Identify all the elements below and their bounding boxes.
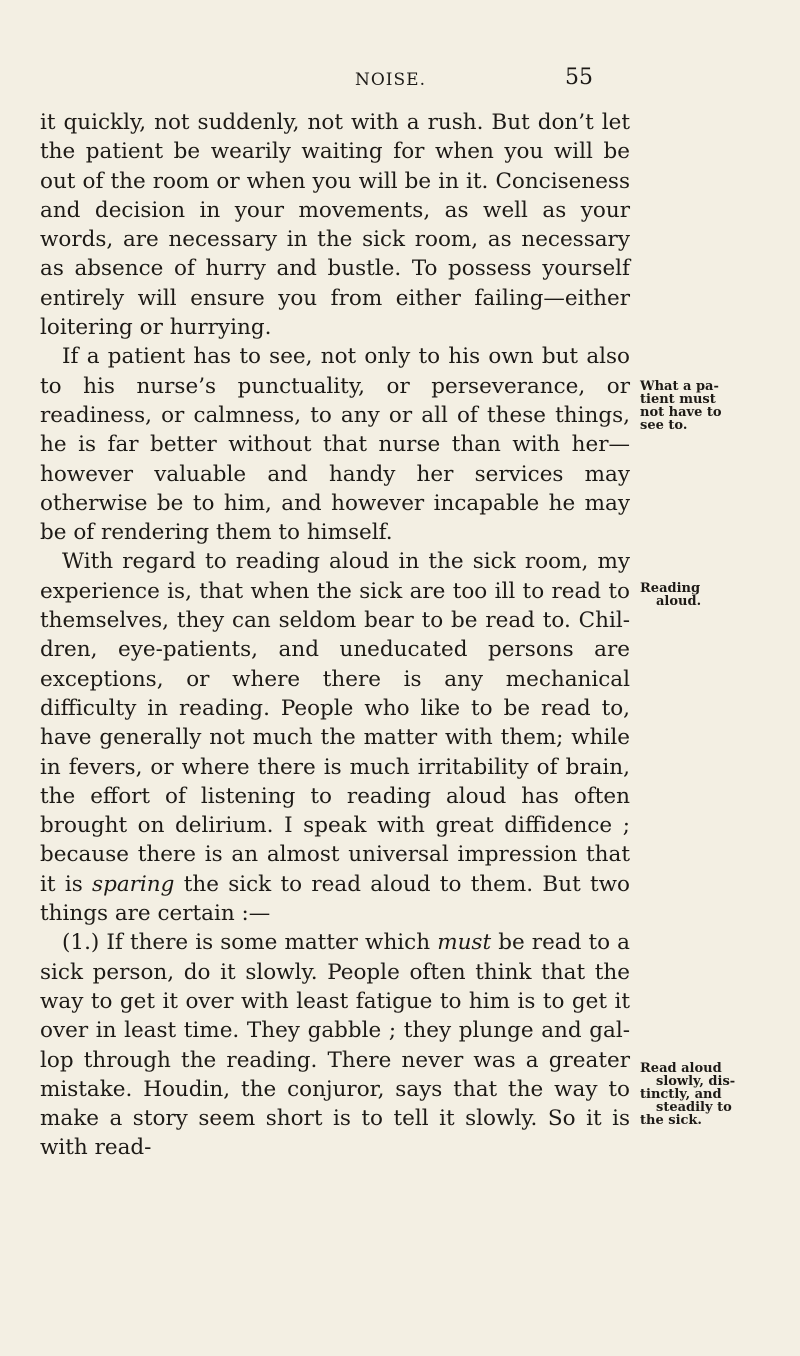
margin-note-line: What a pa- xyxy=(640,379,719,394)
body-text xyxy=(40,108,630,1163)
paragraph-text: be read to a sick person, do it slowly. People often think that the way to get it over with least fatigue to him is to get it over in least time. They gabble ; they plunge and gallop through the reading. There never was a greater mistake. Houdin, the conjuror, says that the way to make a story seem short is to tell it slowly. So it is with read- xyxy=(40,930,630,1161)
emphasis-text: sparing xyxy=(92,871,175,897)
margin-note-line: tient must xyxy=(640,392,716,407)
margin-note-what-patient-must-not-see xyxy=(640,380,758,432)
margin-note-line: slowly, dis- xyxy=(656,1074,736,1089)
emphasis-text: must xyxy=(437,930,492,956)
running-head: NOISE. xyxy=(355,70,426,90)
paragraph-text: (1.) If there is some matter which xyxy=(62,930,438,956)
margin-note-line: see to. xyxy=(640,418,688,433)
margin-note-reading-aloud xyxy=(640,582,758,608)
margin-note-line: Read aloud xyxy=(640,1061,722,1076)
margin-note-read-aloud-slowly xyxy=(640,1062,758,1127)
margin-note-line: Reading xyxy=(640,581,701,596)
margin-note-line: aloud. xyxy=(656,594,702,609)
paragraph-text: With regard to reading aloud in the sick room, my experience is, that when the sick are too ill to read to themselves, they can seldom bear to be read to. Children, eye-patients, and uneducated persons are exceptions, or where there is any mechanical difficulty in reading. People who like to be read to, have generally not much the matter with them; while in fevers, or where there is much irritability of brain, the effort of listening to reading aloud has often brought on delirium. I speak with great diffidence ; because there is an almost universal impression that it is xyxy=(40,549,630,897)
page-number: 55 xyxy=(565,65,593,90)
margin-note-line: steadily to xyxy=(656,1100,732,1115)
margin-note-line: the sick. xyxy=(640,1113,702,1128)
paragraph-continuation: it quickly, not suddenly, not with a rush. But don’t let the patient be wearily waiting for when you will be out of the room or when you will be in it. Conciseness and decision in your movements, as well as your words, are necessary in the sick room, as necessary as absence of hurry and bustle. To possess yourself entirely will ensure you from either failing—either loitering or hurrying. xyxy=(40,110,630,341)
margin-note-line: tinctly, and xyxy=(640,1087,722,1102)
paragraph-text: the sick to read aloud to them. But two things are certain :— xyxy=(40,871,630,927)
paragraph-reading-aloud xyxy=(40,547,630,928)
margin-note-line: not have to xyxy=(640,405,722,420)
paragraph-read-slowly xyxy=(40,928,630,1162)
page-header xyxy=(40,65,660,110)
paragraph-patient-punctuality: If a patient has to see, not only to his own but also to his nurse’s punctuality, or perseverance, or readiness, or calmness, to any or all of these things, he is far better without that nurse than with her—however valuable and handy her services may otherwise be to him, and however incapable he may be of rendering them to himself. xyxy=(40,344,630,546)
